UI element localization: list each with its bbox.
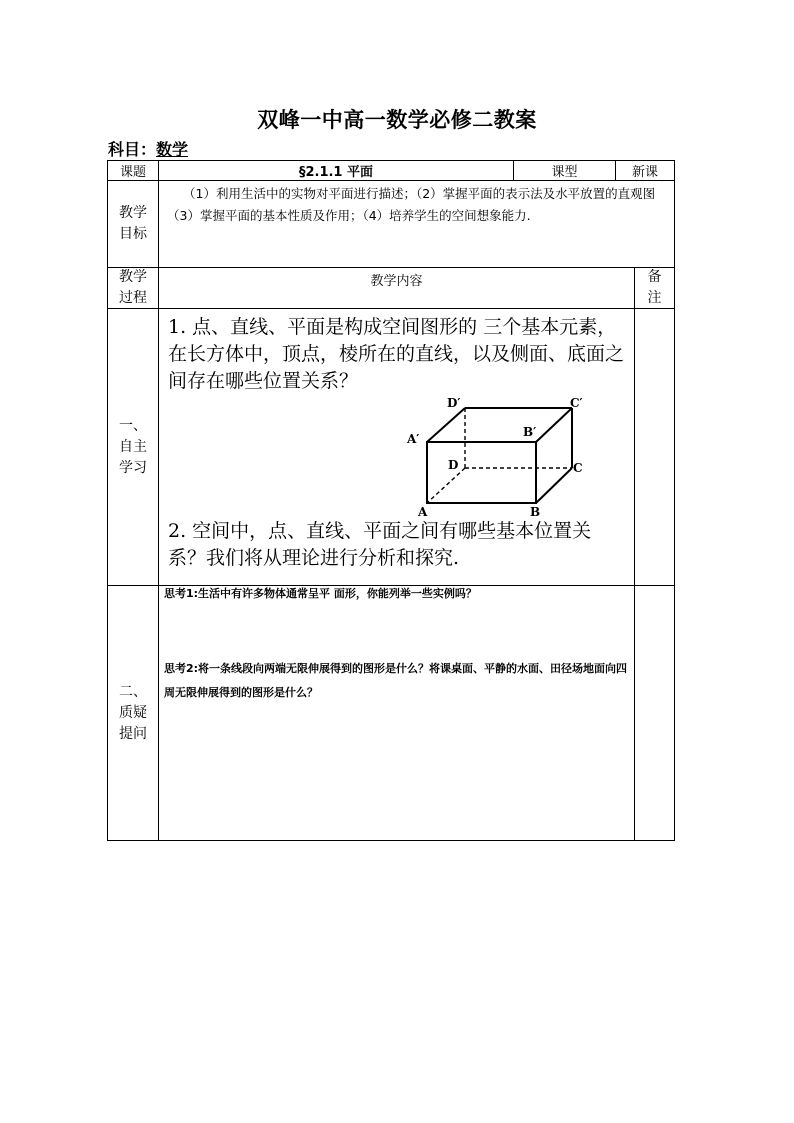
goals-label-line1: 教学 (119, 205, 147, 221)
section1-paragraph-1: 1. 点、直线、平面是构成空间图形的 三个基本元素，在长方体中，顶点，棱所在的直线，以及侧面、底面之间存在哪些位置关系？ (168, 316, 625, 392)
section1-paragraph-2: 2. 空间中，点、直线、平面之间有哪些基本位置关系？我们将从理论进行分析和探究. (168, 520, 592, 569)
section2-label-cell (107, 585, 159, 841)
process-label-line2: 过程 (119, 290, 147, 306)
section1-label-cell (107, 308, 159, 586)
section2-label-line3: 提问 (119, 725, 147, 742)
process-label-line1: 教学 (119, 269, 147, 285)
process-label-cell (107, 267, 159, 309)
label-d: D (448, 458, 459, 472)
document-title: 双峰一中高一数学必修二教案 (257, 107, 537, 132)
section2-label-line2: 质疑 (119, 704, 147, 721)
think-question-2: 思考2:将一条线段向两端无限伸展得到的图形是什么？将课桌面、平静的水面、田径场地面向四周无限伸展得到的图形是什么？ (164, 662, 628, 699)
hidden-edge-da (427, 468, 465, 503)
section2-content-cell (158, 585, 635, 841)
section1-label-line3: 学习 (119, 459, 147, 476)
type-label: 课型 (551, 165, 578, 180)
front-face (427, 442, 536, 503)
label-c: C (573, 461, 583, 475)
edge-cb (536, 468, 572, 503)
type-value-cell (615, 160, 675, 181)
type-label-cell (513, 160, 616, 181)
goals-text: （1）利用生活中的实物对平面进行描述；（2）掌握平面的表示法及水平放置的直观图（3）掌握平面的基本性质及作用；（4）培养学生的空间想象能力. (167, 186, 656, 223)
edge-d1a1 (427, 408, 465, 442)
topic-label-cell (107, 160, 159, 181)
topic-value: §2.1.1 平面 (298, 165, 374, 180)
subject-value: 数学 (156, 140, 189, 159)
cuboid-figure (400, 392, 600, 518)
label-a-prime: A′ (407, 432, 420, 446)
label-a: A (418, 505, 428, 518)
notes-label-line2: 注 (647, 290, 662, 306)
section1-notes-cell (634, 308, 675, 586)
section1-label-line2: 自主 (119, 438, 147, 455)
topic-value-cell (158, 160, 514, 181)
notes-label-line1: 备 (647, 269, 662, 285)
section1-label-line1: 一、 (119, 417, 147, 434)
type-value: 新课 (631, 165, 658, 180)
section2-label-line1: 二、 (119, 683, 147, 700)
goals-label-cell (107, 180, 159, 268)
label-b: B (530, 505, 541, 518)
subject-label: 科目： (108, 140, 157, 159)
goals-text-cell (158, 180, 675, 268)
label-d-prime: D′ (447, 396, 461, 410)
section2-notes-cell (634, 585, 675, 841)
edge-c1b1 (536, 408, 572, 442)
label-b-prime: B′ (523, 425, 537, 439)
content-header-cell (158, 267, 635, 309)
subject-line (108, 137, 188, 160)
topic-label: 课题 (119, 165, 146, 180)
think-question-1: 思考1:生活中有许多物体通常呈平 面形，你能列举一些实例吗？ (164, 587, 477, 600)
content-header-label: 教学内容 (370, 274, 423, 289)
label-c-prime: C′ (570, 396, 583, 410)
goals-label-line2: 目标 (119, 226, 147, 242)
notes-header-cell (634, 267, 675, 309)
